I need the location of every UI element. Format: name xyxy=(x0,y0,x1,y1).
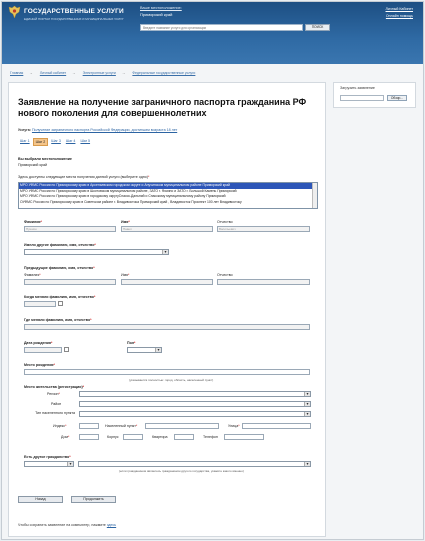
breadcrumb-cabinet[interactable]: Личный кабинет xyxy=(39,71,67,75)
street-field[interactable] xyxy=(242,423,311,429)
places-label: Здесь доступны следующие места получения данной услуги (выберите одно)* xyxy=(18,175,150,179)
step-1[interactable]: Шаг 1 xyxy=(20,139,30,143)
region-select[interactable] xyxy=(79,391,311,397)
patronymic-field[interactable]: Васильевич xyxy=(217,226,310,232)
flat-label: Квартира xyxy=(152,435,168,439)
phone-label: Телефон xyxy=(203,435,218,439)
place-option[interactable]: МРО УФМС России по Приморскому краю в Арсеньевском городском округе и Анучинском муниципальном районе Приморский край xyxy=(19,183,317,189)
surname-field[interactable]: Пушкин xyxy=(24,226,116,232)
region-label: Регион* xyxy=(47,392,60,396)
prev-patronymic-label: Отчество xyxy=(217,273,233,277)
phone-field[interactable] xyxy=(224,434,264,440)
house-field[interactable] xyxy=(79,434,99,440)
citizenship-note: (если гражданином являетесь гражданином другого государства, укажите какого именно) xyxy=(119,469,244,473)
chosen-location-label: Вы выбрали местоположение xyxy=(18,157,72,161)
prev-surname-field[interactable] xyxy=(24,279,116,285)
changed-when-field[interactable] xyxy=(24,301,56,307)
prev-patronymic-field[interactable] xyxy=(217,279,310,285)
name-label: Имя* xyxy=(121,220,130,224)
locality-type-select[interactable] xyxy=(79,411,311,417)
building-field[interactable] xyxy=(123,434,143,440)
save-link[interactable]: здесь xyxy=(106,523,117,527)
locality-type-label: Тип населенного пункта xyxy=(35,411,75,415)
other-citizenship-select[interactable] xyxy=(24,461,74,467)
portal-subtitle: ЕДИНЫЙ ПОРТАЛ ГОСУДАРСТВЕННЫХ И МУНИЦИПАЛЬНЫХ УСЛУГ xyxy=(24,17,124,21)
index-label: Индекс* xyxy=(53,424,67,428)
residence-label: Место жительства (регистрации)* xyxy=(24,385,85,389)
search-button[interactable]: ПОИСК xyxy=(305,24,330,31)
other-citizenship-label: Есть другое гражданство* xyxy=(24,455,71,459)
page-title: Заявление на получение заграничного паспорта гражданина РФ нового поколения для совершеннолетних xyxy=(18,97,307,118)
upload-panel xyxy=(333,82,416,108)
birth-place-field[interactable] xyxy=(24,369,310,375)
step-tabs xyxy=(18,138,92,146)
surname-label: Фамилия* xyxy=(24,220,42,224)
house-label: Дом* xyxy=(61,435,70,439)
patronymic-label: Отчество xyxy=(217,220,233,224)
district-select[interactable] xyxy=(79,401,311,407)
prev-fio-label: Предыдущие фамилию, имя, отчество* xyxy=(24,266,95,270)
changed-where-label: Где меняли фамилию, имя, отчество* xyxy=(24,318,92,322)
sex-select[interactable] xyxy=(127,347,162,353)
search-input[interactable] xyxy=(140,24,303,31)
sex-label: Пол* xyxy=(127,341,136,345)
changed-when-label: Когда меняли фамилию, имя, отчество* xyxy=(24,295,96,299)
portal-header xyxy=(2,2,423,64)
breadcrumb-services[interactable]: Электронные услуги xyxy=(82,71,116,75)
birth-date-label: Дата рождения* xyxy=(24,341,53,345)
location-label[interactable]: Ваше местоположение: xyxy=(140,6,182,10)
step-5[interactable]: Шаг 5 xyxy=(80,139,91,143)
locality-field[interactable] xyxy=(145,423,219,429)
birth-place-label: Место рождения* xyxy=(24,363,55,367)
breadcrumb: Главная → Личный кабинет → Электронные услуги → Федеральные государственные услуги xyxy=(10,71,196,75)
place-option[interactable]: ОУФМС России по Приморскому краю в Советском районе г. Владивостока Приморский край , Владивосток Проспект 100 лет Владивостоку xyxy=(20,199,242,204)
breadcrumb-federal[interactable]: Федеральные государственные услуги xyxy=(132,71,196,75)
upload-title: Загрузить заявление xyxy=(340,86,375,90)
account-links xyxy=(386,6,413,20)
save-hint: Чтобы сохранить заявление на компьютер, нажмите здесь xyxy=(18,523,117,527)
birth-place-note: (указывается полностью: город, область, населенный пункт) xyxy=(129,378,214,382)
portal-brand[interactable]: ГОСУДАРСТВЕННЫЕ УСЛУГИ xyxy=(24,8,124,15)
birth-date-field[interactable] xyxy=(24,347,62,353)
prev-name-field[interactable] xyxy=(121,279,213,285)
service-line: Услуга: Получение заграничного паспорта Российской Федерации, достигшим возраста 18 лет xyxy=(18,128,178,132)
list-scrollbar[interactable] xyxy=(312,183,317,208)
changed-where-field[interactable] xyxy=(24,324,310,330)
breadcrumb-home[interactable]: Главная xyxy=(10,71,24,75)
step-3[interactable]: Шаг 3 xyxy=(51,139,61,143)
browser-frame xyxy=(1,1,424,540)
prev-surname-label: Фамилия* xyxy=(24,273,41,277)
service-link[interactable]: Получение заграничного паспорта Российской Федерации, достигшим возраста 18 лет xyxy=(31,128,178,132)
upload-file-input[interactable] xyxy=(340,95,384,101)
places-list[interactable] xyxy=(18,182,318,209)
help-link[interactable]: Онлайн помощь xyxy=(385,14,413,18)
application-form xyxy=(8,82,326,537)
step-4[interactable]: Шаг 4 xyxy=(65,139,76,143)
street-label: Улица* xyxy=(228,424,240,428)
browse-button[interactable]: Обзор... xyxy=(387,95,407,101)
location-value: Приморский край xyxy=(140,12,173,17)
login-link[interactable]: Личный Кабинет xyxy=(385,7,413,11)
prev-name-label: Имя* xyxy=(121,273,130,277)
name-field[interactable]: Павел xyxy=(121,226,213,232)
other-names-label: Имели другие фамилию, имя, отчество* xyxy=(24,243,96,247)
citizenship-country-select[interactable] xyxy=(78,461,311,467)
building-label: Корпус xyxy=(107,435,119,439)
back-button[interactable]: Назад xyxy=(18,496,63,503)
index-field[interactable] xyxy=(79,423,99,429)
other-names-select[interactable] xyxy=(24,249,169,255)
flat-field[interactable] xyxy=(174,434,194,440)
district-label: Район xyxy=(51,402,62,406)
continue-button[interactable]: Продолжить xyxy=(71,496,116,503)
place-option[interactable]: МРО УФМС России по Приморскому краю в городскому округуСпасск-Дальний и Спасскому муниципальному району Приморский xyxy=(20,194,226,199)
coat-of-arms-icon xyxy=(8,5,21,19)
chosen-location-value: Приморский край xyxy=(18,163,48,167)
locality-label: Населенный пункт* xyxy=(105,424,138,428)
calendar-icon[interactable] xyxy=(64,347,69,352)
calendar-icon[interactable] xyxy=(58,301,63,306)
place-option[interactable]: МРО УФМС России по Приморскому краю в Шкотовском муниципальном районе, ЗАТО г. Фокино и ЗАТО г. Большой Камень Приморский xyxy=(20,188,237,193)
step-2[interactable]: Шаг 2 xyxy=(33,138,49,146)
